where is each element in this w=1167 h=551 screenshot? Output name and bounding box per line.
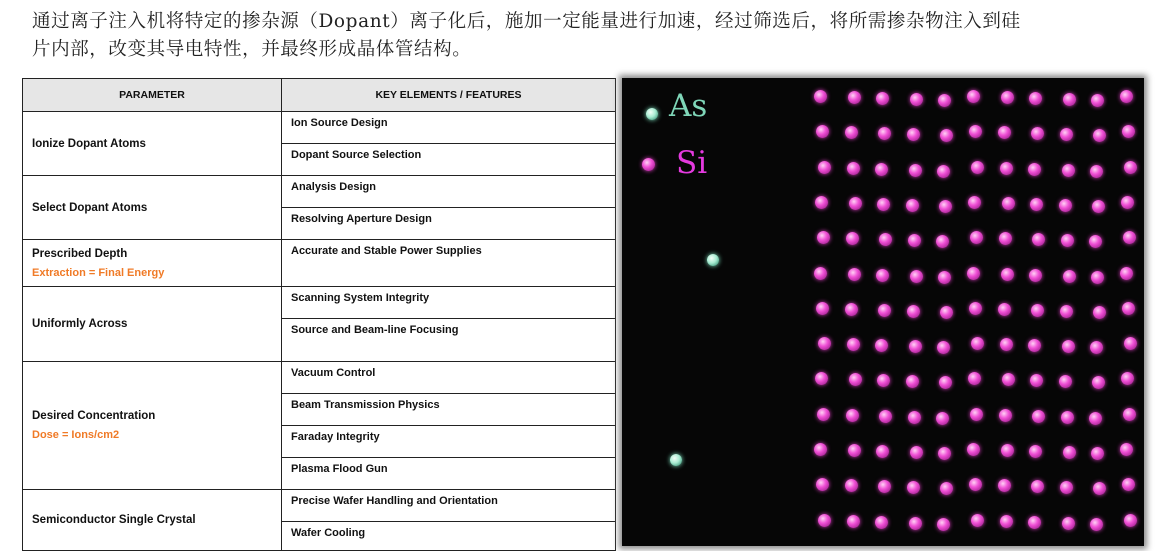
parameter-note: Dose = Ions/cm2 [32,429,120,441]
feature-cell: Wafer Cooling [282,522,616,551]
silicon-lattice-atom [967,267,980,280]
silicon-lattice-atom [1029,92,1042,105]
table-row [23,176,616,208]
silicon-lattice-atom [1031,480,1044,493]
feature-cell: Accurate and Stable Power Supplies [282,240,616,287]
feature-cell: Source and Beam-line Focusing [282,319,616,362]
silicon-lattice-atom [1124,161,1137,174]
silicon-lattice-atom [1031,304,1044,317]
parameter-label: Select Dopant Atoms [32,201,148,214]
silicon-lattice-atom [1122,125,1135,138]
silicon-lattice-atom [845,126,858,139]
silicon-lattice-atom [1063,270,1076,283]
silicon-lattice-atom [906,375,919,388]
silicon-lattice-atom [1089,235,1102,248]
silicon-lattice-atom [907,481,920,494]
table-row [23,490,616,522]
ion-implant-simulation [622,78,1144,546]
silicon-lattice-atom [909,517,922,530]
silicon-lattice-atom [1061,234,1074,247]
silicon-lattice-atom [816,302,829,315]
silicon-lattice-atom [939,200,952,213]
silicon-lattice-atom [849,197,862,210]
silicon-lattice-atom [998,479,1011,492]
silicon-lattice-atom [908,234,921,247]
silicon-lattice-atom [1063,446,1076,459]
silicon-lattice-atom [1089,412,1102,425]
parameter-cell [23,362,282,490]
feature-cell: Beam Transmission Physics [282,394,616,426]
silicon-lattice-atom [1060,305,1073,318]
silicon-lattice-atom [1091,271,1104,284]
feature-cell: Faraday Integrity [282,426,616,458]
silicon-lattice-atom [876,445,889,458]
feature-cell: Dopant Source Selection [282,144,616,176]
silicon-lattice-atom [968,372,981,385]
silicon-lattice-atom [968,196,981,209]
silicon-lattice-atom [875,163,888,176]
silicon-lattice-atom [998,126,1011,139]
silicon-lattice-atom [1090,341,1103,354]
table-header-row [23,79,616,112]
silicon-lattice-atom [1090,165,1103,178]
silicon-lattice-atom [1124,514,1137,527]
silicon-lattice-atom [846,409,859,422]
silicon-lattice-atom [1001,268,1014,281]
silicon-lattice-atom [909,164,922,177]
silicon-lattice-atom [907,128,920,141]
silicon-lattice-atom [1093,482,1106,495]
silicon-lattice-atom [817,231,830,244]
silicon-lattice-atom [909,340,922,353]
silicon-lattice-atom [938,271,951,284]
implanted-arsenic-atom [670,454,682,466]
silicon-lattice-atom [848,91,861,104]
parameter-label: Semiconductor Single Crystal [32,514,196,526]
silicon-lattice-atom [938,447,951,460]
silicon-lattice-atom [1092,200,1105,213]
feature-cell: Resolving Aperture Design [282,208,616,240]
silicon-lattice-atom [908,411,921,424]
silicon-lattice-atom [848,444,861,457]
silicon-lattice-atom [1000,515,1013,528]
silicon-lattice-atom [1028,339,1041,352]
silicon-lattice-atom [1091,447,1104,460]
silicon-lattice-atom [848,268,861,281]
silicon-lattice-atom [1120,443,1133,456]
silicon-lattice-atom [967,443,980,456]
silicon-lattice-atom [877,374,890,387]
silicon-lattice-atom [1090,518,1103,531]
silicon-lattice-atom [1059,199,1072,212]
silicon-lattice-atom [1062,340,1075,353]
silicon-lattice-atom [970,408,983,421]
silicon-lattice-atom [1063,93,1076,106]
silicon-lattice-atom [1061,411,1074,424]
feature-cell: Ion Source Design [282,112,616,144]
silicon-lattice-atom [1122,478,1135,491]
silicon-lattice-atom [1121,372,1134,385]
silicon-lattice-atom [815,372,828,385]
silicon-lattice-atom [940,482,953,495]
silicon-lattice-atom [876,269,889,282]
silicon-lattice-atom [815,196,828,209]
legend-silicon-label: Si [676,145,708,181]
silicon-lattice-atom [936,235,949,248]
silicon-lattice-atom [1120,267,1133,280]
silicon-lattice-atom [1120,90,1133,103]
silicon-lattice-atom [1001,91,1014,104]
silicon-lattice-atom [846,232,859,245]
silicon-lattice-atom [1000,162,1013,175]
silicon-lattice-atom [1091,94,1104,107]
silicon-lattice-atom [1060,481,1073,494]
silicon-lattice-atom [847,162,860,175]
silicon-lattice-atom [1028,163,1041,176]
silicon-lattice-atom [971,514,984,527]
silicon-lattice-atom [1029,269,1042,282]
silicon-lattice-atom [971,161,984,174]
silicon-lattice-atom [937,341,950,354]
silicon-atom-icon [642,158,655,171]
silicon-lattice-atom [849,373,862,386]
silicon-lattice-atom [1002,197,1015,210]
silicon-lattice-atom [818,161,831,174]
implanted-arsenic-atom [707,254,719,266]
silicon-lattice-atom [910,270,923,283]
silicon-lattice-atom [940,306,953,319]
silicon-lattice-atom [938,94,951,107]
silicon-lattice-atom [999,409,1012,422]
silicon-lattice-atom [1122,302,1135,315]
silicon-lattice-atom [1093,306,1106,319]
silicon-lattice-atom [845,479,858,492]
silicon-lattice-atom [845,303,858,316]
parameter-table [22,78,616,551]
silicon-lattice-atom [875,339,888,352]
arsenic-atom-icon [646,108,658,120]
silicon-lattice-atom [818,514,831,527]
silicon-lattice-atom [969,125,982,138]
silicon-lattice-atom [816,478,829,491]
silicon-lattice-atom [1062,517,1075,530]
silicon-lattice-atom [967,90,980,103]
silicon-lattice-atom [970,231,983,244]
intro-paragraph: 通过离子注入机将特定的掺杂源（Dopant）离子化后，施加一定能量进行加速，经过筛选后，将所需掺杂物注入到硅片内部，改变其导电特性，并最终形成晶体管结构。 [32,11,1021,60]
silicon-lattice-atom [818,337,831,350]
silicon-lattice-atom [1031,127,1044,140]
silicon-lattice-atom [878,127,891,140]
silicon-lattice-atom [814,90,827,103]
silicon-lattice-atom [1030,198,1043,211]
feature-cell: Scanning System Integrity [282,287,616,319]
silicon-lattice-atom [1123,231,1136,244]
silicon-lattice-atom [999,232,1012,245]
silicon-lattice-atom [937,165,950,178]
silicon-lattice-atom [878,480,891,493]
features-column-header: KEY ELEMENTS / FEATURES [282,79,616,112]
silicon-lattice-atom [1093,129,1106,142]
silicon-lattice-atom [1032,233,1045,246]
feature-cell: Analysis Design [282,176,616,208]
parameter-note: Extraction = Final Energy [32,266,165,279]
parameter-cell [23,287,282,362]
silicon-lattice-atom [1000,338,1013,351]
silicon-lattice-atom [910,93,923,106]
silicon-lattice-atom [1029,445,1042,458]
table-row [23,287,616,319]
parameter-column-header: PARAMETER [23,79,282,112]
feature-cell: Vacuum Control [282,362,616,394]
parameter-label: Ionize Dopant Atoms [32,137,146,150]
parameter-cell [23,112,282,176]
feature-cell: Precise Wafer Handling and Orientation [282,490,616,522]
silicon-lattice-atom [1030,374,1043,387]
silicon-lattice-atom [969,478,982,491]
silicon-lattice-atom [1062,164,1075,177]
silicon-lattice-atom [1001,444,1014,457]
silicon-lattice-atom [847,338,860,351]
silicon-lattice-atom [1123,408,1136,421]
silicon-lattice-atom [907,305,920,318]
silicon-lattice-atom [879,233,892,246]
silicon-lattice-atom [939,376,952,389]
silicon-lattice-atom [877,198,890,211]
silicon-lattice-atom [814,443,827,456]
silicon-lattice-atom [876,92,889,105]
silicon-lattice-atom [910,446,923,459]
silicon-lattice-atom [1092,376,1105,389]
silicon-lattice-atom [936,412,949,425]
silicon-lattice-atom [969,302,982,315]
silicon-lattice-atom [1059,375,1072,388]
table-row [23,240,616,287]
silicon-lattice-atom [940,129,953,142]
parameter-cell [23,240,282,287]
silicon-lattice-atom [1002,373,1015,386]
silicon-lattice-atom [1032,410,1045,423]
silicon-lattice-atom [1121,196,1134,209]
silicon-lattice-atom [878,304,891,317]
silicon-lattice-atom [1124,337,1137,350]
silicon-lattice-atom [971,337,984,350]
silicon-lattice-atom [875,516,888,529]
silicon-lattice-atom [847,515,860,528]
parameter-label: Prescribed Depth [32,247,128,260]
silicon-lattice-atom [937,518,950,531]
parameter-cell [23,176,282,240]
parameter-cell [23,490,282,551]
silicon-lattice-atom [998,303,1011,316]
silicon-lattice-atom [1060,128,1073,141]
silicon-lattice-atom [816,125,829,138]
table-row [23,112,616,144]
silicon-lattice-atom [817,408,830,421]
silicon-lattice-atom [1028,516,1041,529]
silicon-lattice-atom [879,410,892,423]
parameter-label: Uniformly Across [32,318,128,330]
silicon-lattice-atom [906,199,919,212]
silicon-lattice-atom [814,267,827,280]
table-row [23,362,616,394]
feature-cell: Plasma Flood Gun [282,458,616,490]
parameter-label: Desired Concentration [32,410,156,422]
legend-arsenic-label: As [669,88,708,124]
